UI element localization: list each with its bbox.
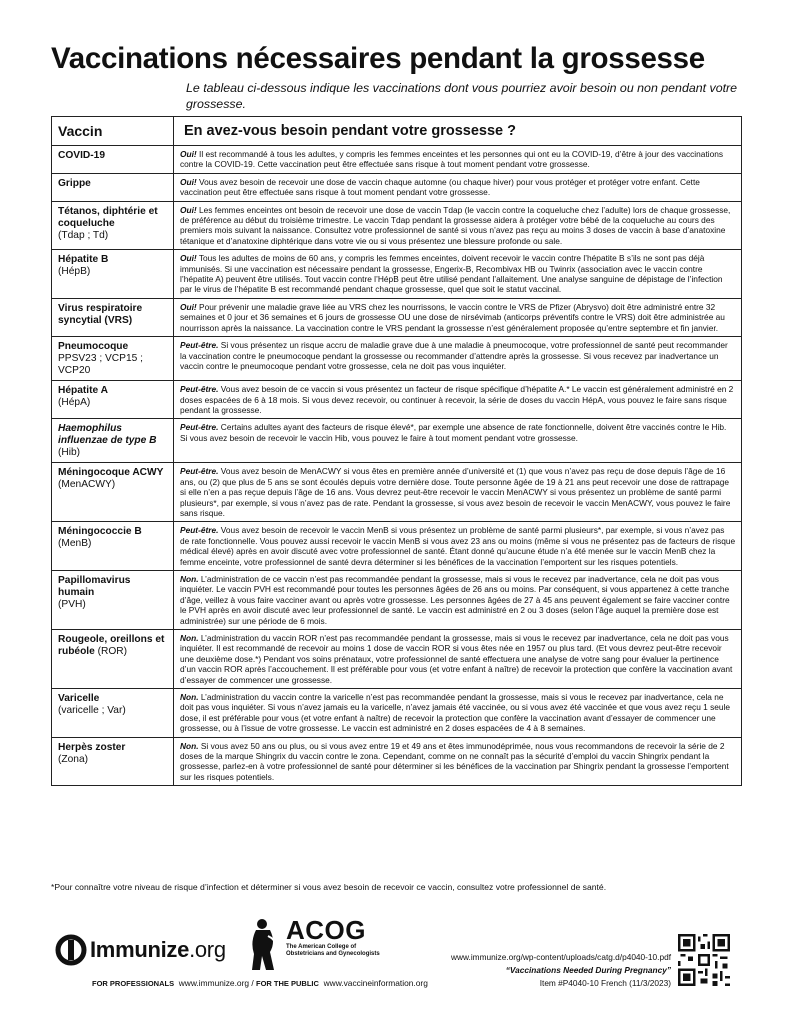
- recommendation-cell: [174, 201, 742, 250]
- acog-figure-icon: [246, 916, 282, 972]
- table-header-row: [52, 117, 742, 146]
- vaccine-name: [58, 303, 168, 327]
- vaccine-name: [58, 634, 168, 658]
- recommendation-verdict: Non.: [180, 573, 199, 584]
- recommendation-text: L’administration de ce vaccin n’est pas recommandée pendant la grossesse, mais si vous le recevez par inadvertance, cela ne doit pas vous inquiéter. Le vaccin PVH est recommandé pour toutes les personnes âgées de 26 ans ou moins. Par conséquent, si vous appartenez à cette tranche d’âge, veillez à vous faire vacciner avant ou après votre grossesse. Les personnes âgées de 27 à 45 ans peuvent également se faire vacciner contre le PVH après en avoir discuté avec leur professionnel de santé. Le vaccin est administré en 2 ou 3 doses (selon l’âge auquel la première dose est administrée) sur une période de 6 mois.: [180, 573, 730, 626]
- recommendation-text: Vous avez besoin de ce vaccin si vous présentez un facteur de risque spécifique d’hépatite A.* Le vaccin est généralement administré en 2 doses espacées de 6 à 18 mois. Si vous devez recevoir, ou continuer à recevoir, la série de doses du vaccin HépA, vous pouvez le faire sans risque pendant la grossesse.: [180, 384, 734, 415]
- vaccine-name-cell: [52, 463, 174, 522]
- recommendation-cell: [174, 737, 742, 786]
- recommendation-text: Vous avez besoin de recevoir une dose de vaccin chaque automne (ou chaque hiver) pour vous protéger et protéger votre enfant. Cette vaccination peut être effectuée sans risque à tout moment pendant votre grossesse.: [180, 176, 700, 198]
- recommendation-cell: [174, 250, 742, 299]
- footer-pro-label: FOR PROFESSIONALS: [92, 979, 175, 988]
- recommendation-verdict: Non.: [180, 740, 199, 751]
- recommendation-cell: [174, 381, 742, 419]
- vaccine-name-text: Méningococcie B: [58, 526, 142, 538]
- vaccine-name: [58, 575, 168, 599]
- table-row: [52, 337, 742, 381]
- recommendation-text: Tous les adultes de moins de 60 ans, y compris les femmes enceintes, doivent recevoir le vaccin contre l’hépatite B s’ils ne sont pas déjà immunisés. Si une vaccination est nécessaire pendant la grossesse, Engerix-B, Recombivax HB ou Twinrix (association avec le vaccin contre l’hépatite A) peuvent être utilisés. Tout vaccin contre l’HépB peut être utilisé pendant l’allaitement. Une analyse sanguine de dépistage de l’infection par le virus de l’hépatite B est recommandé pendant chaque grossesse, quel que soit le statut vaccinal.: [180, 253, 723, 295]
- vaccine-name-text: Pneumocoque: [58, 341, 129, 353]
- vaccine-name: [58, 254, 168, 266]
- recommendation-cell: [174, 173, 742, 201]
- vaccine-name-text: Varicelle: [58, 693, 100, 705]
- recommendation-text: L’administration du vaccin ROR n’est pas recommandée pendant la grossesse, mais si vous le recevez par inadvertance, cela ne doit pas vous inquiéter. Il est recommandé de recevoir au moins 1 dose de vaccin ROR si vous êtes née en 1957 ou plus tard. (Et vous devrez peut-être recevoir une deuxième dose.*) Pendant vos soins prénataux, votre professionnel de santé effectuera une analyse de votre sang pour évaluer la pertinence d’un vaccin ROR après l’accouchement. Il est préférable pour vous (et votre enfant à naître) de recevoir la protection que confère la vaccination avant d’essayer de commencer une grossesse.: [180, 633, 733, 685]
- vaccine-name: [58, 423, 168, 459]
- recommendation-cell: [174, 419, 742, 463]
- vaccine-name-cell: [52, 250, 174, 299]
- recommendation-cell: [174, 522, 742, 571]
- recommendation-cell: [174, 337, 742, 381]
- recommendation-text: Il est recommandé à tous les adultes, y compris les femmes enceintes et les personnes qui ont eu la COVID-19, d’être à jour des vaccinations contre la COVID-19. Cette vaccination peut être effectuée sans risque à tout moment pendant votre grossesse.: [180, 149, 724, 170]
- vaccine-abbreviation: PPSV23 ; VCP15 ; VCP20: [58, 353, 143, 377]
- footnote: *Pour connaître votre niveau de risque d’infection et déterminer si vous avez besoin de recevoir ce vaccin, consultez votre professionnel de santé.: [51, 882, 607, 892]
- recommendation-text: Si vous présentez un risque accru de maladie grave due à une maladie à pneumocoque, votre professionnel de santé peut recommander la vaccination contre le pneumocoque pendant la grossesse ou recommander d’attendre après la grossesse. Si vous recevez par inadvertance un vaccin contre le pneumocoque pendant votre grossesse, cela ne doit pas vous inquiéter.: [180, 340, 728, 371]
- table-row: [52, 250, 742, 299]
- document-info: [451, 951, 671, 990]
- immunize-mark-icon: [55, 934, 87, 966]
- recommendation-text: Vous avez besoin de recevoir le vaccin MenB si vous présentez un problème de santé parmi plusieurs*, par exemple, si vous n’avez pas de rate fonctionnelle. Vous pouvez aussi recevoir le vaccin MenB si vous avez 23 ans ou moins (même si vous ne présentez pas de facteurs de risque médical élevé) après en avoir discuté avec votre professionnel de santé. Étant donné qu’aucune étude n’a été menée sur le vaccin MenB chez la femme enceinte, votre professionnel de santé devra déterminer si les bénéfices de la vaccination l’emportent sur les risques potentiels.: [180, 525, 736, 567]
- acog-wordmark: ACOG: [286, 915, 366, 945]
- table-row: [52, 689, 742, 738]
- recommendation-text: Les femmes enceintes ont besoin de recevoir une dose de vaccin Tdap (le vaccin contre la coqueluche chez l’adulte) lors de chaque grossesse, de préférence au début du troisième trimestre. Le vaccin Tdap pendant la grossesse aidera à protéger votre bébé de la coqueluche au cours des premiers mois suivant la naissance. Consultez votre professionnel de santé si vous n’avez pas reçu au moins 3 doses de vaccin à base d’anatoxine tétanique et d’anatoxine diphtérique dans votre vie ou si vous présentez une blessure profonde ou sale.: [180, 204, 731, 246]
- recommendation-text: Pour prévenir une maladie grave liée au VRS chez les nourrissons, le vaccin contre le VRS de Pfizer (Abrysvo) doit être administré entre 32 semaines et 0 jour et 36 semaines et 6 jours de grossesse OU une dose de nirsévimab (anticorps préventifs contre le VRS) doit être administrée au nourrisson après la naissance. La vaccination contre le VRS pendant la grossesse n’est généralement proposée qu’entre septembre et fin janvier.: [180, 301, 725, 333]
- recommendation-text: Certains adultes ayant des facteurs de risque élevé*, par exemple une absence de rate fonctionnelle, doivent être vaccinés contre le Hib. Si vous avez besoin de recevoir le vaccin Hib, vous pouvez le faire à tout moment pendant votre grossesse.: [180, 422, 727, 443]
- vaccine-name: [58, 341, 168, 353]
- vaccine-name-italic: Haemophilus influenzae de type B: [58, 423, 157, 447]
- recommendation-text: L’administration du vaccin contre la varicelle n’est pas recommandée pendant la grossesse, mais si vous le recevez par inadvertance, cela ne doit pas vous inquiéter. Si vous n’avez jamais eu la varicelle, n’avez jamais été vaccinée, ou si vous avez été vaccinée et que vous avez reçu 1 seule dose, il est préférable pour vous (et votre enfant à naître) de recevoir la protection que confère la vaccination avant d’essayer de commencer une grossesse, ou à l’issue de votre grossesse. Le vaccin est administré en 2 doses espacées de 4 à 8 semaines.: [180, 692, 731, 734]
- vaccine-abbreviation: (HépB): [58, 266, 91, 278]
- recommendation-verdict: Peut-être.: [180, 466, 219, 477]
- table-row: [52, 630, 742, 689]
- recommendation-verdict: Peut-être.: [180, 422, 219, 433]
- immunize-wordmark: Immunize.org: [90, 937, 226, 962]
- english-title: “Vaccinations Needed During Pregnancy”: [505, 965, 671, 975]
- table-row: [52, 419, 742, 463]
- recommendation-verdict: Peut-être.: [180, 525, 219, 536]
- table-row: [52, 146, 742, 174]
- vaccine-abbreviation: (ROR): [94, 646, 128, 657]
- footer-public-link[interactable]: www.vaccineinformation.org: [323, 978, 428, 988]
- vaccine-abbreviation: (Zona): [58, 753, 89, 765]
- footer-separator: /: [249, 978, 257, 988]
- vaccine-name-text: Tétanos, diphtérie et coqueluche: [58, 205, 158, 229]
- vaccine-name: [58, 150, 168, 162]
- recommendation-verdict: Peut-être.: [180, 340, 219, 351]
- vaccine-name-cell: [52, 522, 174, 571]
- vaccine-name: [58, 467, 168, 479]
- recommendation-cell: [174, 630, 742, 689]
- vaccine-name-cell: [52, 298, 174, 336]
- vaccine-abbreviation: (PVH): [58, 598, 86, 610]
- vaccine-name: [58, 206, 168, 230]
- table-row: [52, 522, 742, 571]
- recommendation-verdict: Oui!: [180, 149, 197, 159]
- vaccine-name: [58, 178, 168, 190]
- table-row: [52, 570, 742, 629]
- acog-logo[interactable]: [246, 916, 380, 972]
- recommendation-text: Si vous avez 50 ans ou plus, ou si vous avez entre 19 et 49 ans et êtes immunodéprimée, nous vous recommandons de recevoir la série de 2 doses de la marque Shingrix du vaccin contre le zona. Cependant, comme on ne connaît pas la sécurité d’emploi du vaccin Shingrix pendant la grossesse, parlez-en à votre professionnel de santé pour déterminer si les bénéfices de la vaccination par Shingrix pendant la grossesse l’emportent sur les risques potentiels.: [180, 740, 729, 782]
- vaccine-name-cell: [52, 737, 174, 786]
- table-row: [52, 737, 742, 786]
- vaccine-abbreviation: (HépA): [58, 397, 91, 409]
- vaccine-name-cell: [52, 337, 174, 381]
- recommendation-cell: [174, 146, 742, 174]
- vaccine-name-cell: [52, 570, 174, 629]
- vaccine-name-cell: [52, 419, 174, 463]
- recommendation-verdict: Oui!: [180, 204, 197, 215]
- acog-line1: The American College of: [286, 944, 357, 950]
- column-header-vaccine: Vaccin: [52, 117, 174, 146]
- table-row: [52, 463, 742, 522]
- vaccine-name-text: Papillomavirus humain: [58, 574, 131, 598]
- recommendation-cell: [174, 298, 742, 336]
- vaccine-name-cell: [52, 201, 174, 250]
- page-title: Vaccinations nécessaires pendant la grossesse: [51, 42, 705, 75]
- table-row: [52, 201, 742, 250]
- vaccine-name-text: Rougeole, oreillons et rubéole: [58, 634, 165, 657]
- vaccine-name: [58, 526, 168, 538]
- vaccine-name-text: COVID-19: [58, 150, 105, 161]
- vaccine-name-cell: [52, 381, 174, 419]
- recommendation-verdict: Oui!: [180, 301, 197, 312]
- footer-public-label: FOR THE PUBLIC: [256, 979, 319, 988]
- recommendation-verdict: Non.: [180, 692, 199, 703]
- vaccine-abbreviation: (MenB): [58, 538, 92, 550]
- table-row: [52, 381, 742, 419]
- page-subtitle: Le tableau ci-dessous indique les vaccinations dont vous pourriez avoir besoin ou non pendant votre grossesse.: [186, 81, 738, 111]
- footer-pro-link[interactable]: www.immunize.org: [178, 978, 250, 988]
- vaccine-name: [58, 385, 168, 397]
- vaccine-name-cell: [52, 630, 174, 689]
- recommendation-verdict: Peut-être.: [180, 384, 219, 395]
- vaccine-name-cell: [52, 689, 174, 738]
- recommendation-verdict: Non.: [180, 633, 199, 643]
- column-header-need: En avez-vous besoin pendant votre grossesse ?: [174, 117, 742, 146]
- recommendation-text: Vous avez besoin de MenACWY si vous êtes en première année d’université et (1) que vous n’avez pas reçu de dose depuis l’âge de 16 ans, ou (2) que plus de 5 ans se sont écoulés depuis votre dernière dose. Toute personne âgée de 19 à 21 ans peut recevoir une dose de rattrapage si elle n’en a pas reçue depuis l’âge de 16 ans. Vous devrez peut-être recevoir le vaccin MenACWY si vous présentez un problème de santé parmi plusieurs*, par exemple, si vous n’avez pas de rate. Pendant la grossesse, si vous avez besoin de recevoir le vaccin MenACWY, vous pouvez le faire sans risque.: [180, 466, 731, 518]
- vaccine-abbreviation: (varicelle ; Var): [58, 705, 126, 717]
- table-row: [52, 298, 742, 336]
- vaccine-abbreviation: (Hib): [58, 447, 81, 459]
- document-url[interactable]: www.immunize.org/wp-content/uploads/catg.d/p4040-10.pdf: [451, 952, 671, 962]
- vaccine-name-text: Hépatite A: [58, 385, 109, 397]
- acog-line2: Obstetricians and Gynecologists: [286, 951, 380, 957]
- vaccine-name: [58, 742, 168, 754]
- footer-links: [92, 978, 428, 988]
- qr-code-icon[interactable]: [678, 934, 730, 986]
- vaccine-name-text: Herpès zoster: [58, 741, 126, 753]
- recommendation-verdict: Oui!: [180, 253, 197, 264]
- vaccine-name-text: Méningocoque ACWY: [58, 467, 164, 479]
- vaccine-name: [58, 693, 168, 705]
- vaccine-abbreviation: (MenACWY): [58, 479, 116, 491]
- recommendation-cell: [174, 570, 742, 629]
- recommendation-verdict: Oui!: [180, 176, 197, 187]
- recommendation-cell: [174, 463, 742, 522]
- vaccine-name-cell: [52, 146, 174, 174]
- vaccine-name-text: Grippe: [58, 177, 91, 189]
- recommendation-cell: [174, 689, 742, 738]
- vaccine-name-text: Virus respiratoire syncytial (VRS): [58, 302, 143, 326]
- vaccine-name-text: Hépatite B: [58, 254, 109, 266]
- item-number: Item #P4040-10 French (11/3/2023): [539, 978, 671, 988]
- vaccine-abbreviation: (Tdap ; Td): [58, 229, 109, 241]
- immunize-logo[interactable]: [55, 934, 226, 966]
- vaccine-name-cell: [52, 173, 174, 201]
- table-row: [52, 173, 742, 201]
- vaccine-table: [51, 116, 742, 786]
